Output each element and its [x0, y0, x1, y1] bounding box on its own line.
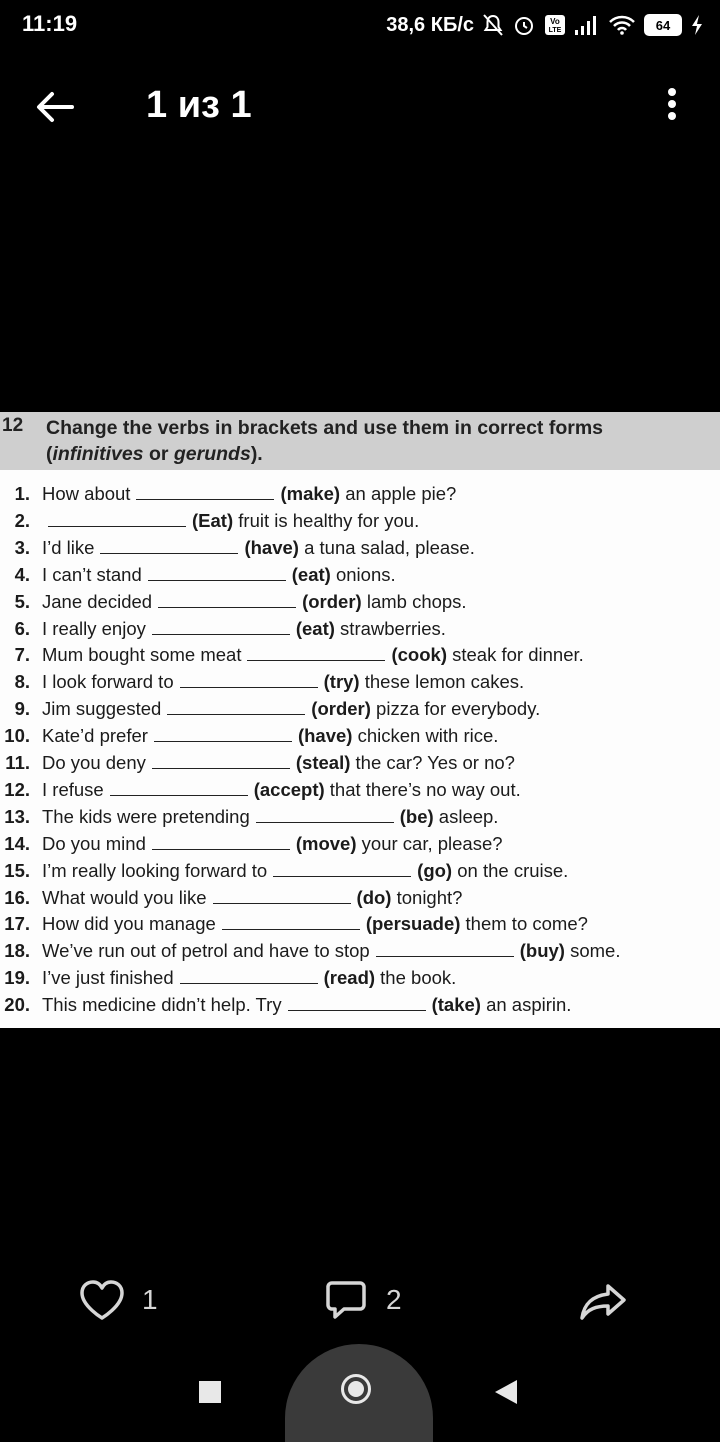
item-verb: (make): [280, 483, 341, 504]
svg-text:Vo: Vo: [550, 17, 560, 26]
item-verb: (order): [311, 698, 371, 720]
item-after: chicken with rice.: [352, 725, 499, 747]
item-text: [42, 722, 498, 749]
item-before: Jane decided: [42, 590, 153, 612]
exercise-item: [0, 588, 720, 615]
alarm-icon: [512, 13, 536, 37]
exercise-item: [0, 857, 720, 884]
exercise-item: [0, 695, 720, 722]
item-verb: (eat): [291, 563, 331, 585]
item-before: Mum bought some meat: [42, 644, 242, 666]
answer-blank: [148, 562, 286, 581]
item-verb: (cook): [391, 644, 447, 666]
item-after: the book.: [375, 967, 457, 989]
exercise-item: [0, 964, 720, 991]
item-after: that there’s no way out.: [324, 778, 521, 800]
answer-blank: [222, 911, 360, 930]
item-text: [42, 857, 568, 884]
exercise-item: [0, 830, 720, 857]
answer-blank: [110, 777, 248, 796]
item-text: [42, 884, 462, 911]
exercise-item: [0, 480, 720, 507]
item-text: [42, 561, 396, 588]
item-before: Kate’d prefer: [42, 725, 148, 747]
item-before: Jim suggested: [42, 698, 162, 720]
exercise-item: [0, 507, 720, 534]
item-text: [42, 830, 503, 857]
exercise-item: [0, 803, 720, 830]
answer-blank: [136, 481, 274, 500]
item-after: steak for dinner.: [446, 644, 584, 666]
item-verb: (accept): [253, 778, 325, 800]
battery-icon: 64: [644, 14, 682, 36]
exercise-item: [0, 641, 720, 668]
item-before: I look forward to: [42, 671, 174, 693]
item-text: [42, 588, 467, 615]
item-verb: (Eat): [192, 509, 234, 531]
answer-blank: [376, 938, 514, 957]
item-before: This medicine didn’t help. Try: [42, 994, 282, 1016]
item-verb: (have): [244, 536, 299, 558]
exercise-title: [46, 415, 603, 467]
item-text: [42, 910, 588, 937]
wifi-icon: [608, 14, 636, 36]
exercise-item: [0, 561, 720, 588]
page-counter: 1 из 1: [146, 84, 252, 126]
item-before: We’ve run out of petrol and have to stop: [42, 940, 370, 962]
charging-icon: [690, 14, 704, 36]
item-verb: (steal): [295, 752, 351, 773]
item-before: How did you manage: [42, 913, 216, 935]
title-bar: [0, 60, 720, 150]
exercise-item: [0, 776, 720, 803]
status-bar: [0, 0, 720, 50]
item-number: 8.: [14, 671, 30, 693]
item-after: these lemon cakes.: [359, 671, 525, 693]
item-before: I really enjoy: [42, 617, 146, 639]
comment-button[interactable]: [322, 1274, 402, 1326]
item-number: 13.: [4, 805, 30, 827]
heart-icon: [78, 1278, 126, 1322]
answer-blank: [180, 669, 318, 688]
exercise-item: [0, 615, 720, 642]
item-number: 2.: [14, 509, 30, 531]
item-after: fruit is healthy for you.: [233, 509, 420, 531]
item-after: onions.: [330, 563, 396, 585]
item-number: 19.: [4, 967, 30, 989]
exercise-item: [0, 722, 720, 749]
item-after: tonight?: [391, 886, 463, 908]
item-after: some.: [564, 940, 621, 962]
item-verb: (try): [323, 671, 360, 693]
item-text: [42, 534, 475, 561]
item-number: 9.: [14, 698, 30, 720]
item-text: [42, 507, 419, 534]
item-number: 5.: [14, 590, 30, 612]
exercise-item: [0, 910, 720, 937]
item-verb: (persuade): [365, 913, 461, 935]
action-bar: [0, 1270, 720, 1330]
item-verb: (have): [297, 725, 353, 747]
item-after: lamb chops.: [361, 590, 467, 612]
item-before: How about: [42, 483, 131, 504]
item-verb: (order): [302, 590, 362, 612]
answer-blank: [154, 723, 292, 742]
status-time: 11:19: [22, 11, 78, 36]
item-text: [42, 668, 524, 695]
item-after: strawberries.: [334, 617, 446, 639]
item-number: 6.: [14, 617, 30, 639]
exercise-item: [0, 534, 720, 561]
item-verb: (read): [323, 967, 376, 989]
signal-icon: [574, 14, 600, 36]
item-after: an aspirin.: [480, 994, 572, 1016]
mute-bell-icon: [482, 13, 504, 37]
answer-blank: [167, 696, 305, 715]
item-number: 20.: [4, 994, 30, 1016]
network-speed: 38,6 КБ/с: [386, 13, 474, 36]
answer-blank: [213, 885, 351, 904]
answer-blank: [152, 616, 290, 635]
comment-count: 2: [386, 1284, 402, 1315]
item-text: [42, 480, 456, 507]
item-text: [42, 615, 446, 642]
item-text: [42, 964, 456, 991]
volte-icon: [544, 14, 566, 36]
exercise-item: [0, 884, 720, 911]
answer-blank: [288, 992, 426, 1011]
more-menu-button[interactable]: [652, 82, 692, 132]
arrow-left-icon: [30, 82, 80, 132]
item-after: pizza for everybody.: [370, 698, 541, 720]
exercise-item: [0, 991, 720, 1018]
square-icon[interactable]: [199, 1381, 221, 1403]
exercise-item: [0, 937, 720, 964]
answer-blank: [180, 965, 318, 984]
item-after: on the cruise.: [452, 859, 569, 881]
share-icon: [576, 1276, 632, 1326]
exercise-item: [0, 668, 720, 695]
system-nav-bar: [0, 1342, 720, 1440]
answer-blank: [158, 589, 296, 608]
item-verb: (be): [399, 805, 434, 827]
exercise-title-line1: Change the verbs in brackets and use them in correct forms: [46, 417, 603, 439]
exercise-header: [0, 412, 720, 470]
exercise-title-line2: (infinitives or gerunds).: [46, 443, 263, 465]
item-verb: (do): [356, 886, 392, 908]
item-number: 4.: [14, 563, 30, 585]
exercise-item: [0, 749, 720, 776]
answer-blank: [152, 750, 290, 769]
more-vertical-icon: [652, 82, 692, 132]
item-after: asleep.: [433, 805, 499, 827]
answer-blank: [247, 642, 385, 661]
item-before: I refuse: [42, 778, 104, 800]
item-number: 3.: [14, 536, 30, 558]
item-number: 16.: [4, 886, 30, 908]
item-text: [42, 991, 571, 1018]
item-before: Do you deny: [42, 752, 146, 773]
item-number: 18.: [4, 940, 30, 962]
item-after: the car? Yes or no?: [350, 752, 515, 773]
item-before: I’d like: [42, 536, 95, 558]
item-number: 15.: [4, 859, 30, 881]
item-text: [42, 641, 584, 668]
item-number: 10.: [4, 725, 30, 747]
like-count: 1: [142, 1284, 158, 1315]
item-verb: (move): [295, 832, 357, 854]
item-verb: (take): [431, 994, 481, 1016]
share-button[interactable]: [576, 1276, 632, 1326]
answer-blank: [100, 535, 238, 554]
item-verb: (eat): [295, 617, 335, 639]
item-before: The kids were pretending: [42, 805, 250, 827]
item-number: 11.: [5, 752, 30, 773]
like-button[interactable]: [78, 1274, 158, 1326]
item-number: 7.: [14, 644, 30, 666]
answer-blank: [273, 858, 411, 877]
answer-blank: [256, 804, 394, 823]
status-icons: [386, 10, 704, 40]
item-text: [42, 749, 515, 776]
item-before: Do you mind: [42, 832, 146, 854]
item-text: [42, 937, 620, 964]
item-number: 12.: [4, 778, 30, 800]
triangle-back-icon[interactable]: [495, 1380, 517, 1404]
item-number: 1.: [14, 483, 30, 504]
comment-icon: [322, 1277, 370, 1323]
item-number: 14.: [4, 832, 30, 854]
answer-blank: [48, 508, 186, 527]
item-text: [42, 776, 521, 803]
item-number: 17.: [4, 913, 30, 935]
item-before: What would you like: [42, 886, 207, 908]
item-verb: (buy): [519, 940, 565, 962]
item-after: an apple pie?: [340, 483, 457, 504]
document-image[interactable]: [0, 412, 720, 1028]
item-after: a tuna salad, please.: [298, 536, 475, 558]
answer-blank: [152, 831, 290, 850]
item-before: I’ve just finished: [42, 967, 174, 989]
item-text: [42, 803, 498, 830]
item-text: [42, 695, 540, 722]
item-before: I can’t stand: [42, 563, 142, 585]
item-after: them to come?: [460, 913, 588, 935]
item-verb: (go): [417, 859, 453, 881]
svg-text:LTE: LTE: [548, 27, 562, 34]
circle-home-icon[interactable]: [341, 1374, 371, 1404]
item-after: your car, please?: [356, 832, 503, 854]
back-button[interactable]: [30, 82, 80, 132]
exercise-number: 12: [2, 415, 24, 436]
item-before: I’m really looking forward to: [42, 859, 268, 881]
